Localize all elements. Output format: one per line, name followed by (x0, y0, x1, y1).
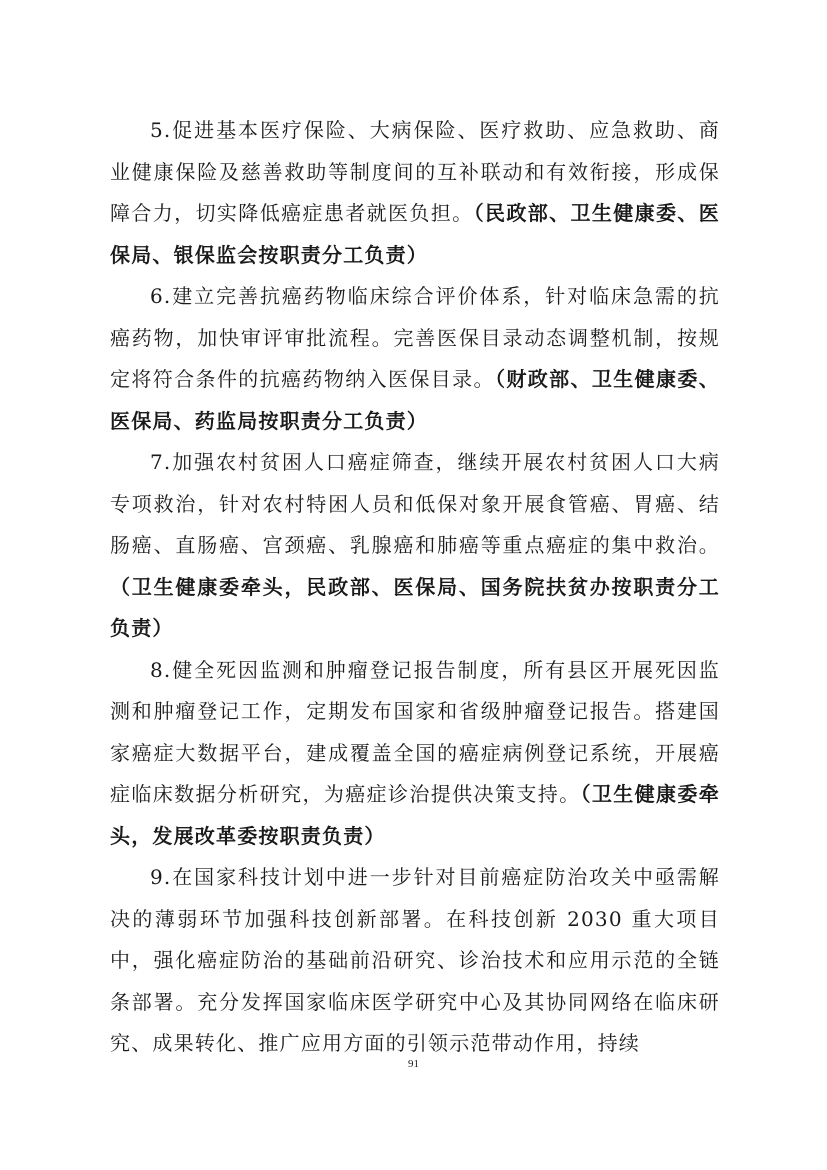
responsibility-note: （卫生健康委牵头，民政部、医保局、国务院扶贫办按职责分工负责） (110, 574, 720, 640)
paragraph-text: 5.促进基本医疗保险、大病保险、医疗救助、应急救助、商业健康保险及慈善救助等制度间的互补联动和有效衔接，形成保障合力，切实降低癌症患者就医负担。 (110, 118, 720, 225)
paragraph-item-9 (110, 857, 720, 1065)
paragraph-item-6 (110, 276, 720, 442)
responsibility-note: （财政部、卫生健康委、医保局、药监局按职责分工负责） (110, 367, 720, 433)
document-body (110, 110, 720, 1065)
paragraph-text: 8.健全死因监测和肿瘤登记报告制度，所有县区开展死因监测和肿瘤登记工作，定期发布国家和省级肿瘤登记报告。搭建国家癌症大数据平台，建成覆盖全国的癌症病例登记系统，开展癌症临床数据分析研究，为癌症诊治提供决策支持。 (110, 657, 720, 806)
page-number: 91 (408, 1058, 419, 1070)
responsibility-note: （卫生健康委牵头，发展改革委按职责负责） (110, 782, 720, 848)
paragraph-item-5 (110, 110, 720, 276)
paragraph-item-8 (110, 650, 720, 858)
paragraph-text: 6.建立完善抗癌药物临床综合评价体系，针对临床急需的抗癌药物，加快审评审批流程。完善医保目录动态调整机制，按规定将符合条件的抗癌药物纳入医保目录。 (110, 284, 720, 391)
paragraph-text: 7.加强农村贫困人口癌症筛查，继续开展农村贫困人口大病专项救治，针对农村特困人员和低保对象开展食管癌、胃癌、结肠癌、直肠癌、宫颈癌、乳腺癌和肺癌等重点癌症的集中救治。 (110, 450, 720, 557)
paragraph-text: 9.在国家科技计划中进一步针对目前癌症防治攻关中亟需解决的薄弱环节加强科技创新部署。在科技创新 2030 重大项目中，强化癌症防治的基础前沿研究、诊治技术和应用示范的全链条部署。充分发挥国家临床医学研究中心及其协同网络在临床研究、成果转化、推广应用方面的引领示范带动作用，持续 (110, 865, 720, 1055)
responsibility-note: （民政部、卫生健康委、医保局、银保监会按职责分工负责） (110, 201, 721, 267)
paragraph-item-7 (110, 442, 720, 650)
